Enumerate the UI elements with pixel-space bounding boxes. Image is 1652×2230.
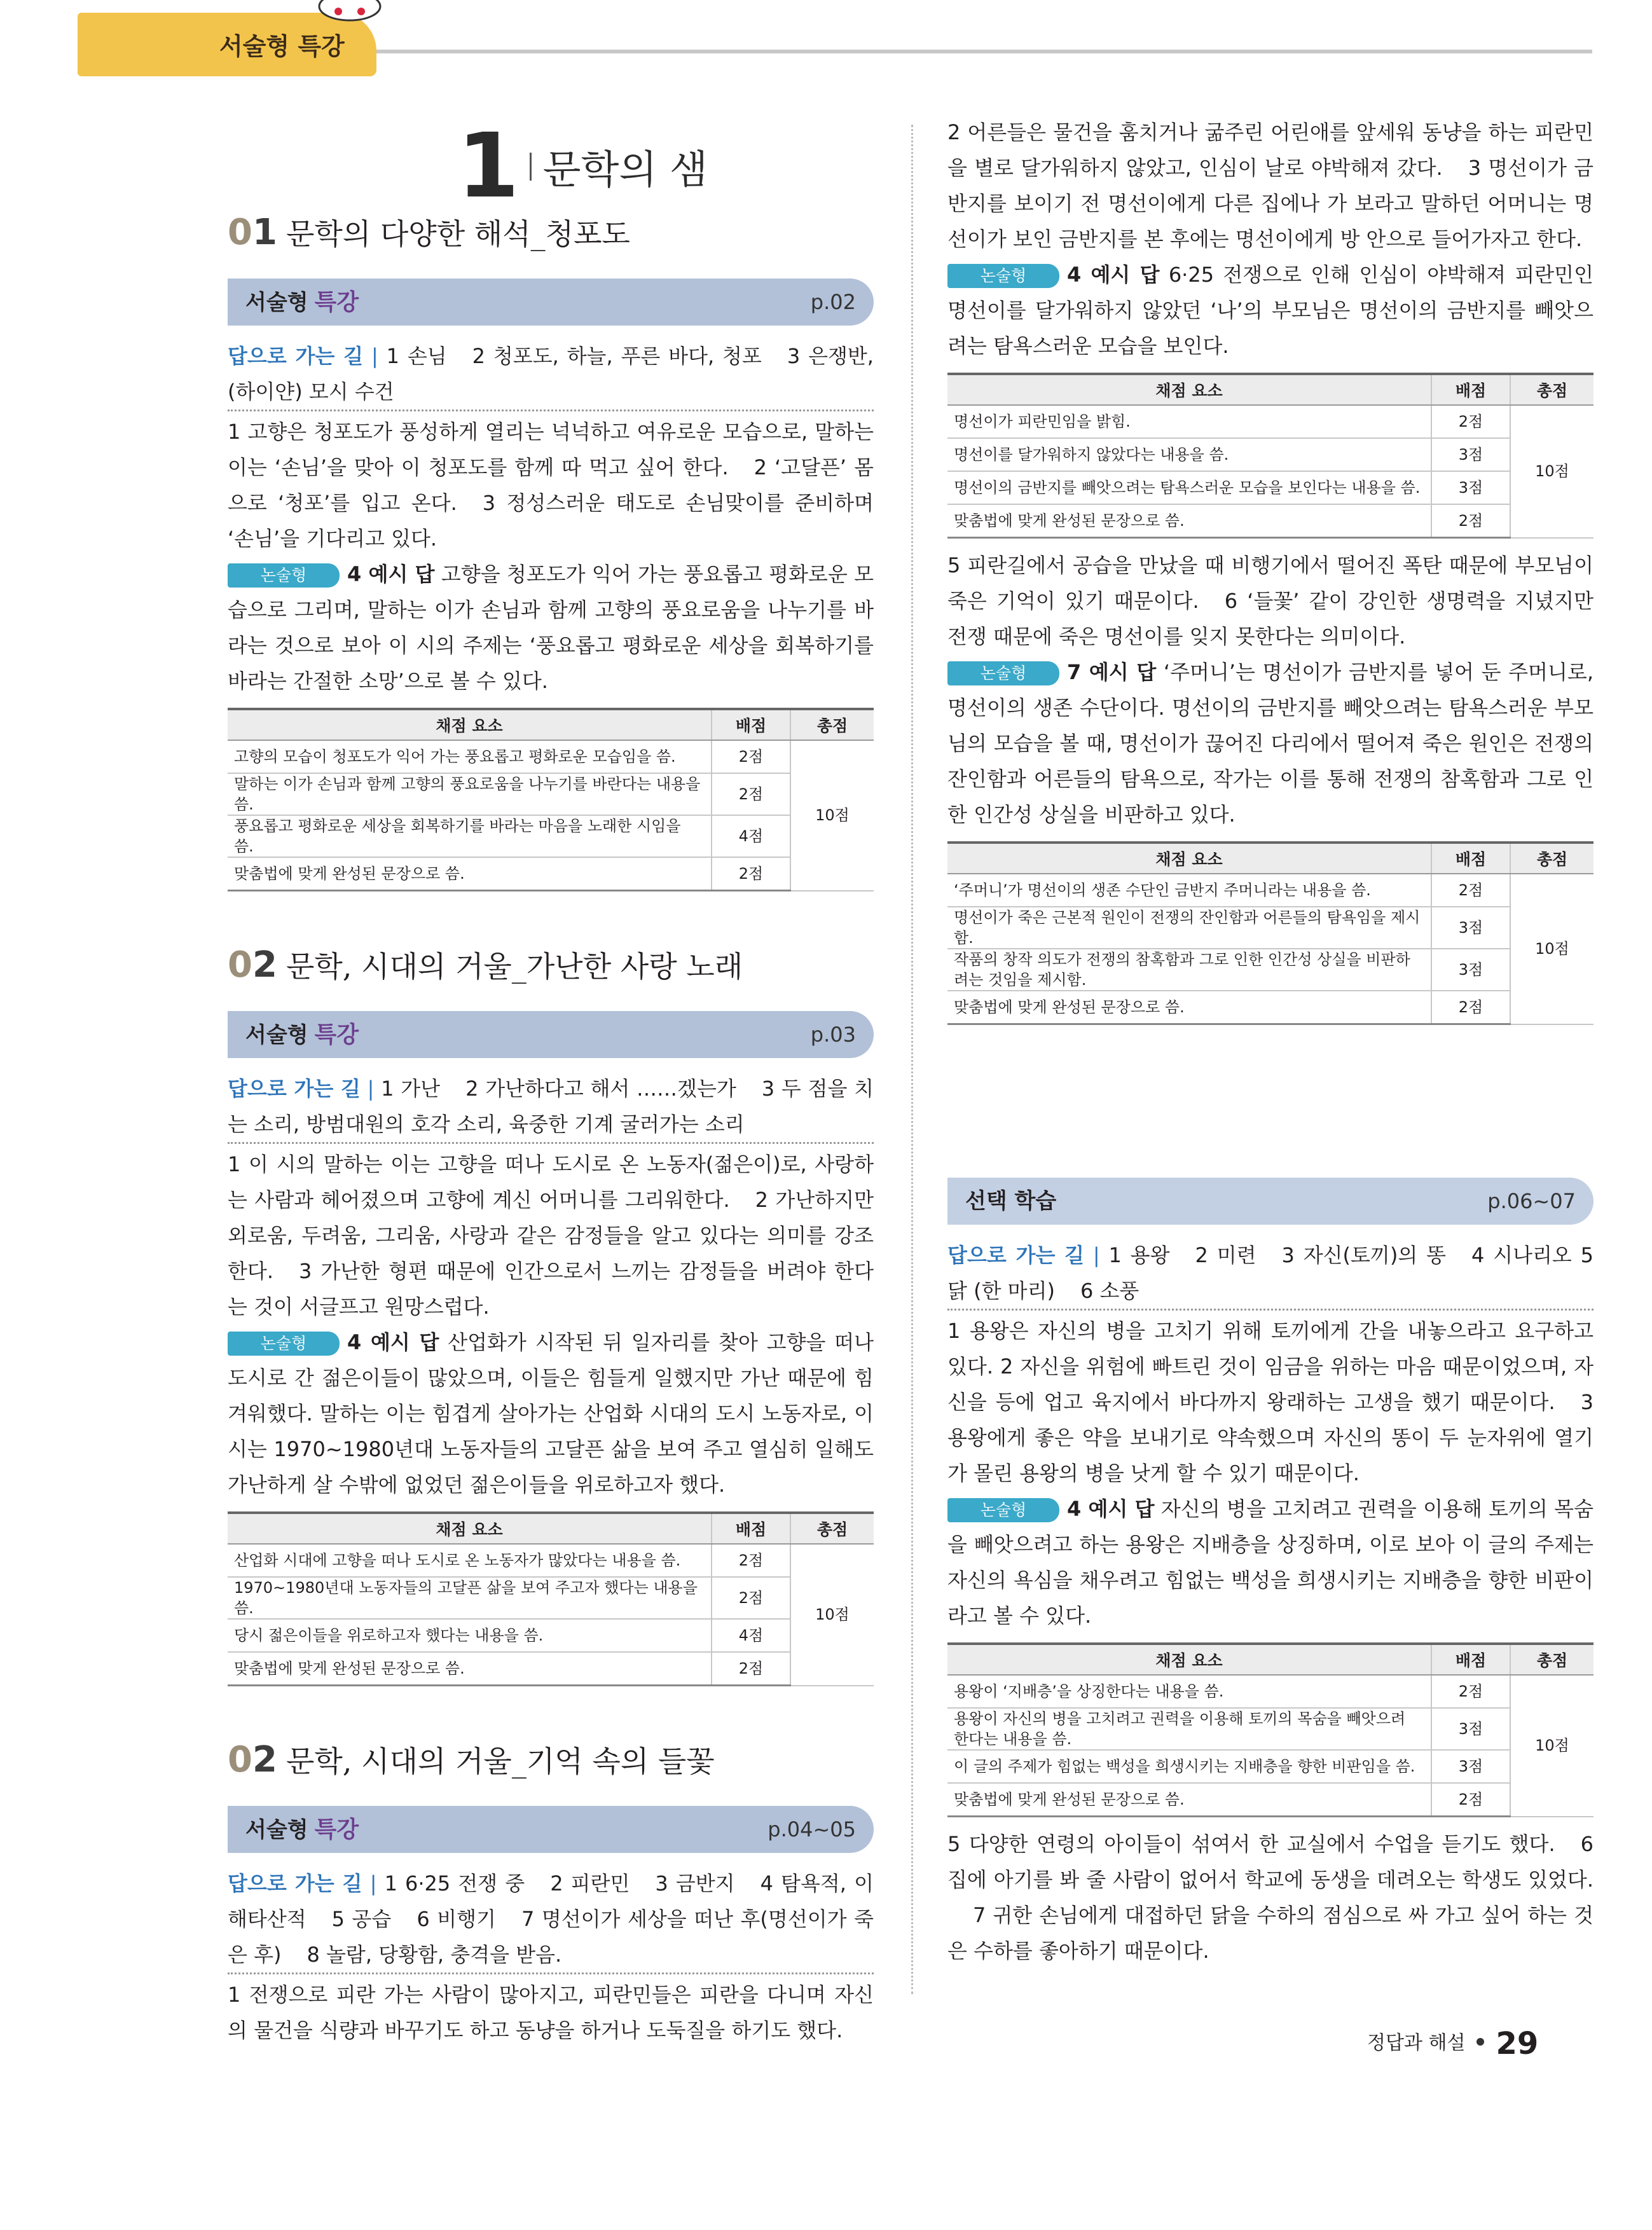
mascot-icon — [312, 0, 382, 25]
page-ref: p.06~07 — [1487, 1189, 1576, 1213]
answer-key: 답으로 가는 길 | 1 가난 2 가난하다고 해서 ……겠는가 3 두 점을 치 는 소리, 방범대원의 호각 소리, 육중한 기계 굴러가는 소리 — [228, 1071, 874, 1144]
scoring-table: 채점 요소 배점 총점 ‘주머니’가 명선이의 생존 수단인 금반지 주머니라는 내용을 씀. 2점 10점 명선이가 죽은 근본적 원인이 전쟁의 잔인함과 어른들의 탐욕임을 제시함. 3점 작품의 창작 의도가 전쟁의 참혹함과 그로 인한 인간성 상실을 비판하려는 것임을 제시함. 3점 맞춤법에 맞게 완성된 문장으로 씀. 2점 — [947, 841, 1593, 1025]
left-column — [228, 114, 874, 2048]
section-heading — [228, 936, 874, 995]
header-rule — [376, 50, 1592, 53]
answer-text: 1 고향은 청포도가 풍성하게 열리는 넉넉하고 여유로운 모습으로, 말하는 이는 ‘손님’을 맞아 이 청포도를 함께 따 먹고 싶어 한다. 2 ‘고달픈’ 몸으로 ‘청포’를 입고 온다. 3 정성스러운 태도로 손님맞이를 준비하며 ‘손님’을 기다리고 있다. — [228, 420, 874, 551]
section-band: 서술형 특강 p.04~05 — [228, 1806, 874, 1853]
chapter-number: 1 — [457, 114, 520, 218]
section-band: 선택 학습 p.06~07 — [947, 1178, 1593, 1225]
section-title: 문학의 다양한 해석_청포도 — [286, 217, 630, 251]
scoring-table: 채점 요소 배점 총점 용왕이 ‘지배층’을 상징한다는 내용을 씀. 2점 10점 용왕이 자신의 병을 고치려고 권력을 이용해 토끼의 목숨을 빼앗으려 한다는 내용을 씀. 3점 이 글의 주제가 힘없는 백성을 희생시키는 지배층을 향한 비판임을 씀. 3점 맞춤법에 맞게 완성된 문장으로 씀. 2점 — [947, 1642, 1593, 1817]
answer-text: 1 용왕은 자신의 병을 고치기 위해 토끼에게 간을 내놓으라고 요구하고 있다. 2 자신을 위험에 빠트린 것이 임금을 위하는 마음 때문이었으며, 자신을 등에 업고 육지에서 바다까지 왕래하는 고생을 했기 때문이다. 3 용왕에게 좋은 약을 보내기로 약속했으며 자신의 똥이 두 눈자위에 열기가 몰린 용왕의 병을 낫게 할 수 있기 때문이다. — [947, 1319, 1594, 1485]
page-ref: p.04~05 — [767, 1817, 856, 1841]
answer-text: 5 피란길에서 공습을 만났을 때 비행기에서 떨어진 폭탄 때문에 부모님이 죽은 기억이 있기 때문이다. 6 ‘들꽃’ 같이 강인한 생명력을 지녔지만 전쟁 때문에 죽은 명선이를 잊지 못한다는 의미이다. — [947, 553, 1593, 649]
chapter-title: 문학의 샘 — [542, 146, 708, 193]
page-header — [0, 0, 1652, 89]
footer-label: 정답과 해설 — [1367, 2032, 1466, 2054]
essay-badge: 논술형 — [947, 264, 1059, 288]
essay-answer: 논술형 4 예시 답 고향을 청포도가 익어 가는 풍요롭고 평화로운 모습으로 그리며, 말하는 이가 손님과 함께 고향의 풍요로움을 나누기를 바라는 것으로 보아 이 시의 주제는 ‘풍요롭고 평화로운 세상을 회복하기를 바라는 간절한 소망’으로 볼 수 있다. — [228, 562, 874, 693]
essay-answer: 논술형 7 예시 답 ‘주머니’는 명선이가 금반지를 넣어 둔 주머니로, 명선이의 생존 수단이다. 명선이의 금반지를 빼앗으려는 탐욕스러운 부모님의 모습을 볼 때, 명선이가 끊어진 다리에서 떨어져 죽은 원인은 전쟁의 잔인함과 어른들의 탐욕으로, 작가는 이를 통해 전쟁의 참혹함과 그로 인한 인간성 상실을 비판하고 있다. — [947, 660, 1593, 827]
bullet-icon — [1476, 2038, 1484, 2046]
section-band: 서술형 특강 p.02 — [228, 279, 874, 326]
answer-text: 5 다양한 연령의 아이들이 섞여서 한 교실에서 수업을 듣기도 했다. 6 집에 아기를 봐 줄 사람이 없어서 학교에 동생을 데려오는 학생도 있었다.7 귀한 손님에게 대접하던 닭을 수하의 점심으로 싸 가고 싶어 하는 것은 수하를 좋아하기 때문이다. — [947, 1832, 1593, 1963]
section-title: 문학, 시대의 거울_기억 속의 들꽃 — [286, 1744, 715, 1779]
scoring-table: 채점 요소 배점 총점 산업화 시대에 고향을 떠나 도시로 온 노동자가 많았다는 내용을 씀. 2점 10점 1970~1980년대 노동자들의 고달픈 삶을 보여 주고자 했다는 내용을 씀. 2점 당시 젊은이들을 위로하고자 했다는 내용을 씀. 4점 맞춤법에 맞게 완성된 문장으로 씀. 2점 — [228, 1511, 874, 1686]
essay-answer: 논술형 4 예시 답 자신의 병을 고치려고 권력을 이용해 토끼의 목숨을 빼앗으려고 하는 용왕은 지배층을 상징하며, 이로 보아 이 글의 주제는 자신의 욕심을 채우려고 힘없는 백성을 희생시키는 지배층을 향한 비판이라고 볼 수 있다. — [947, 1497, 1593, 1628]
answer-text: 2 어른들은 물건을 훔치거나 굶주린 어린애를 앞세워 동냥을 하는 피란민을 별로 달가워하지 않았고, 인심이 날로 야박해져 갔다. 3 명선이가 금반지를 보이기 전 명선이에게 다른 집에나 가 보라고 말하던 어머니는 명선이가 보인 금반지를 본 후에는 명선이에게 방 안으로 들어가자고 한다. — [947, 120, 1593, 251]
header-tab-label: 서술형 특강 — [219, 32, 345, 60]
section-heading — [228, 203, 874, 262]
page-number: 29 — [1496, 2026, 1539, 2061]
section-band: 서술형 특강 p.03 — [228, 1011, 874, 1058]
essay-badge: 논술형 — [228, 563, 340, 588]
essay-badge: 논술형 — [947, 1498, 1059, 1522]
right-column — [947, 114, 1593, 1969]
page-ref: p.02 — [810, 290, 856, 314]
section-title: 문학, 시대의 거울_가난한 사랑 노래 — [286, 949, 743, 984]
answer-key: 답으로 가는 길 | 1 용왕 2 미련 3 자신(토끼)의 똥 4 시나리오 5 닭 (한 마리) 6 소풍 — [947, 1237, 1593, 1311]
page-ref: p.03 — [810, 1022, 856, 1047]
answer-key: 답으로 가는 길 | 1 6·25 전쟁 중 2 피란민 3 금반지 4 탐욕적, 이해타산적 5 공습 6 비행기 7 명선이가 세상을 떠난 후(명선이가 죽은 후) 8 놀람, 당황함, 충격을 받음. — [228, 1866, 874, 1974]
answer-key: 답으로 가는 길 | 1 손님 2 청포도, 하늘, 푸른 바다, 청포 3 은쟁반, (하이얀) 모시 수건 — [228, 338, 874, 411]
section-number: 01 — [228, 212, 277, 253]
chapter-divider — [530, 153, 532, 181]
section-number: 02 — [228, 1739, 277, 1780]
answer-text: 1 이 시의 말하는 이는 고향을 떠나 도시로 온 노동자(젊은이)로, 사랑하는 사람과 헤어졌으며 고향에 계신 어머니를 그리워한다. 2 가난하지만 외로움, 두려움, 그리움, 사랑과 같은 감정들을 알고 있다는 의미를 강조한다. 3 가난한 형편 때문에 인간으로서 느끼는 감정들을 버려야 한다는 것이 서글프고 원망스럽다. — [228, 1152, 874, 1319]
scoring-table: 채점 요소 배점 총점 고향의 모습이 청포도가 익어 가는 풍요롭고 평화로운 모습임을 씀. 2점 10점 말하는 이가 손님과 함께 고향의 풍요로움을 나누기를 바란다는 내용을 씀. 2점 풍요롭고 평화로운 세상을 회복하기를 바라는 마음을 노래한 시임을 씀. 4점 맞춤법에 맞게 완성된 문장으로 씀. 2점 — [228, 708, 874, 891]
page-footer — [1367, 2026, 1538, 2061]
essay-badge: 논술형 — [947, 661, 1059, 685]
column-divider — [911, 125, 913, 1994]
essay-answer: 논술형 4 예시 답 6·25 전쟁으로 인해 인심이 야박해져 피란민인 명선이를 달가워하지 않았던 ‘나’의 부모님은 명선이의 금반지를 빼앗으려는 탐욕스러운 모습을 보인다. — [947, 263, 1593, 358]
essay-badge: 논술형 — [228, 1332, 340, 1356]
section-number: 02 — [228, 944, 277, 986]
essay-answer: 논술형 4 예시 답 산업화가 시작된 뒤 일자리를 찾아 고향을 떠나 도시로 간 젊은이들이 많았으며, 이들은 힘들게 일했지만 가난 때문에 힘겨워했다. 말하는 이는 힘겹게 살아가는 산업화 시대의 도시 노동자로, 이 시는 1970~1980년대 노동자들의 고달픈 삶을 보여 주고 열심히 일해도 가난하게 살 수밖에 없었던 젊은이들을 위로하고자 했다. — [228, 1330, 874, 1497]
section-heading — [228, 1731, 874, 1789]
answer-text: 1 전쟁으로 피란 가는 사람이 많아지고, 피란민들은 피란을 다니며 자신의 물건을 식량과 바꾸기도 하고 동냥을 하거나 도둑질을 하기도 했다. — [228, 1983, 874, 2042]
chapter-heading — [291, 114, 874, 218]
scoring-table: 채점 요소 배점 총점 명선이가 피란민임을 밝힘. 2점 10점 명선이를 달가워하지 않았다는 내용을 씀. 3점 명선이의 금반지를 빼앗으려는 탐욕스러운 모습을 보인다는 내용을 씀. 3점 맞춤법에 맞게 완성된 문장으로 씀. 2점 — [947, 373, 1593, 539]
